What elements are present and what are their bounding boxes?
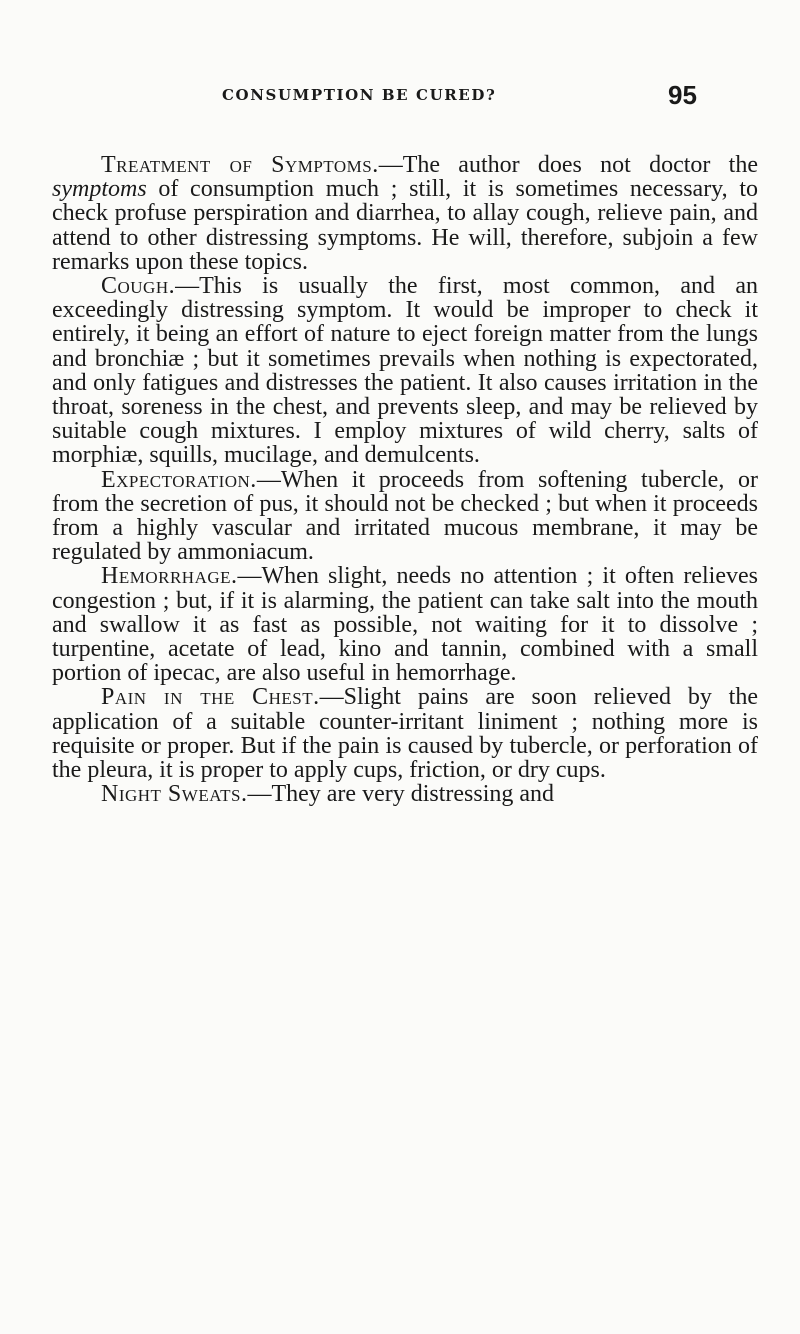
paragraph-treatment-of-symptoms <box>52 153 758 274</box>
section-heading: Pain in the Chest. <box>101 684 320 711</box>
paragraph-night-sweats <box>52 782 758 806</box>
body-text <box>52 153 758 806</box>
section-heading: Treatment of Symptoms. <box>101 152 379 178</box>
paragraph-text: —The author does not doctor the <box>378 152 758 178</box>
section-heading: Expectoration. <box>101 466 257 493</box>
paragraph-text: —This is usually the first, most common, and an exceedingly distressing symptom. It would be improper to check it entirely, it being an effort of nature to eject foreign matter from the lungs and bronchiæ ; but it sometimes prevails when nothing is expectorated, and only fatigues and distresses the patient. It also causes irritation in the throat, soreness in the chest, and prevents sleep, and may be relieved by suitable cough mixtures. I employ mixtures of wild cherry, salts of morphiæ, squills, mucilage, and demulcents. <box>52 273 758 469</box>
paragraph-hemorrhage <box>52 564 758 685</box>
paragraph-text: —When slight, needs no attention ; it often relieves congestion ; but, if it is alarming, the patient can take salt into the mouth and swallow it as fast as possible, not waiting for it to dissolve ; turpentine, acetate of lead, kino and tannin, combined with a small portion of ipecac, are also useful in hemorrhage. <box>52 563 758 687</box>
page-number: 95 <box>668 80 697 110</box>
section-heading: Hemorrhage. <box>101 563 238 590</box>
running-head <box>222 80 697 110</box>
section-heading: Cough. <box>101 273 176 300</box>
paragraph-text: —Slight pains are soon relieved by the application of a suitable counter-irritant liniment ; nothing more is requisite or proper. But if the pain is caused by tubercle, or perforation of the pleura, it is proper to apply cups, friction, or dry cups. <box>52 684 758 784</box>
section-heading: Night Sweats. <box>101 781 248 808</box>
paragraph-text: —They are very distressing and <box>247 781 555 808</box>
emphasis-text: symptoms <box>52 176 147 203</box>
paragraph-expectoration <box>52 468 758 565</box>
paragraph-pain-in-the-chest <box>52 685 758 782</box>
running-title: CONSUMPTION BE CURED? <box>222 86 497 104</box>
paragraph-cough <box>52 274 758 468</box>
paragraph-text: of consumption much ; still, it is sometimes necessary, to check profuse perspiration and diarrhea, to allay cough, relieve pain, and attend to other distressing symptoms. He will, therefore, subjoin a few remarks upon these topics. <box>52 176 758 275</box>
paragraph-text: —When it proceeds from softening tubercle, or from the secretion of pus, it should not be checked ; but when it proceeds from a highly vascular and irritated mucous membrane, it may be regulated by ammoniacum. <box>52 466 758 566</box>
